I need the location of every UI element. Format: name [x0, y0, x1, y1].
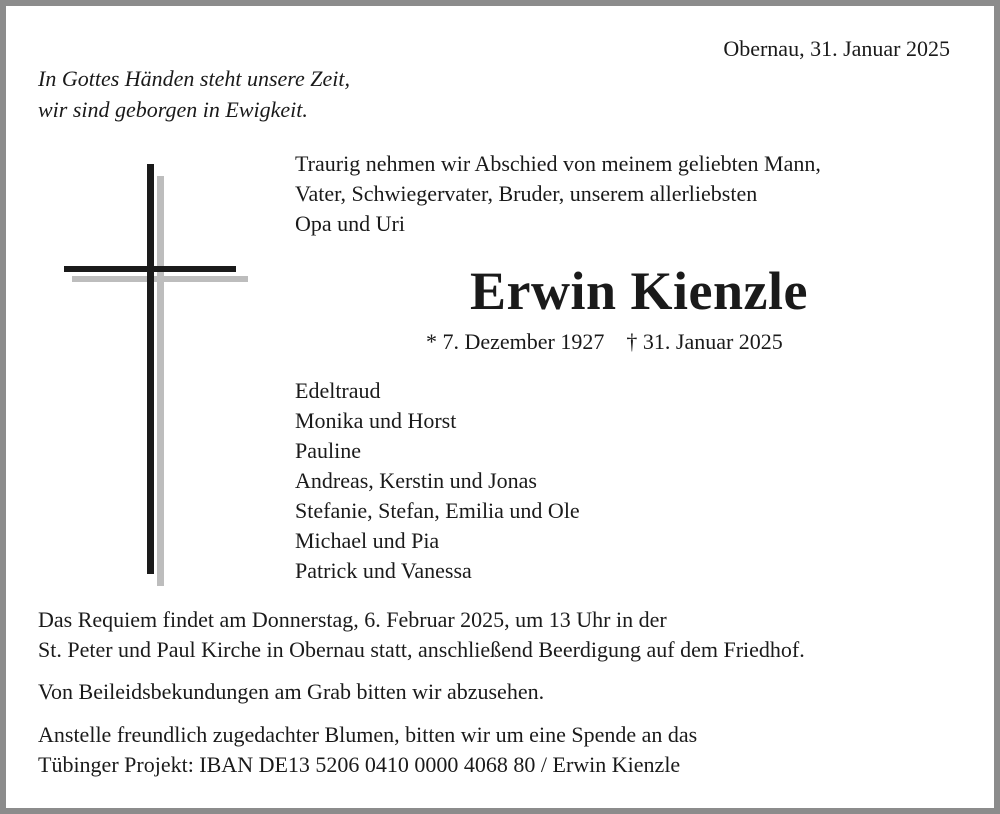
life-dates [426, 331, 783, 353]
intro-line-3: Opa und Uri [295, 211, 405, 236]
intro-line-2: Vater, Schwiegervater, Bruder, unserem allerliebsten [295, 181, 758, 206]
death-date: † 31. Januar 2025 [626, 329, 783, 354]
mourner-entry: Michael und Pia [295, 528, 440, 553]
mourner-entry: Edeltraud [295, 378, 381, 403]
mourner-entry: Andreas, Kerstin und Jonas [295, 468, 537, 493]
mourner-entry: Patrick und Vanessa [295, 558, 472, 583]
deceased-name: Erwin Kienzle [470, 261, 808, 321]
birth-date: * 7. Dezember 1927 [426, 329, 605, 354]
intro-line-1: Traurig nehmen wir Abschied von meinem geliebten Mann, [295, 151, 821, 176]
verse-line-1: In Gottes Händen steht unsere Zeit, [38, 66, 351, 91]
requiem-line-2: St. Peter und Paul Kirche in Obernau statt, anschließend Beerdigung auf dem Friedhof. [38, 637, 805, 662]
condolences-note: Von Beileidsbekundungen am Grab bitten wir abzusehen. [38, 679, 545, 704]
verse-line-2: wir sind geborgen in Ewigkeit. [38, 97, 308, 122]
place-date: Obernau, 31. Januar 2025 [723, 36, 950, 61]
donation-line-1: Anstelle freundlich zugedachter Blumen, bitten wir um eine Spende an das [38, 722, 698, 747]
donation-line-2: Tübinger Projekt: IBAN DE13 5206 0410 0000 4068 80 / Erwin Kienzle [38, 752, 681, 777]
cross-icon [54, 158, 254, 588]
mourner-entry: Stefanie, Stefan, Emilia und Ole [295, 498, 580, 523]
mourner-entry: Monika und Horst [295, 408, 457, 433]
requiem-line-1: Das Requiem findet am Donnerstag, 6. Februar 2025, um 13 Uhr in der [38, 607, 667, 632]
mourner-entry: Pauline [295, 438, 361, 463]
mourners-list [295, 380, 580, 590]
